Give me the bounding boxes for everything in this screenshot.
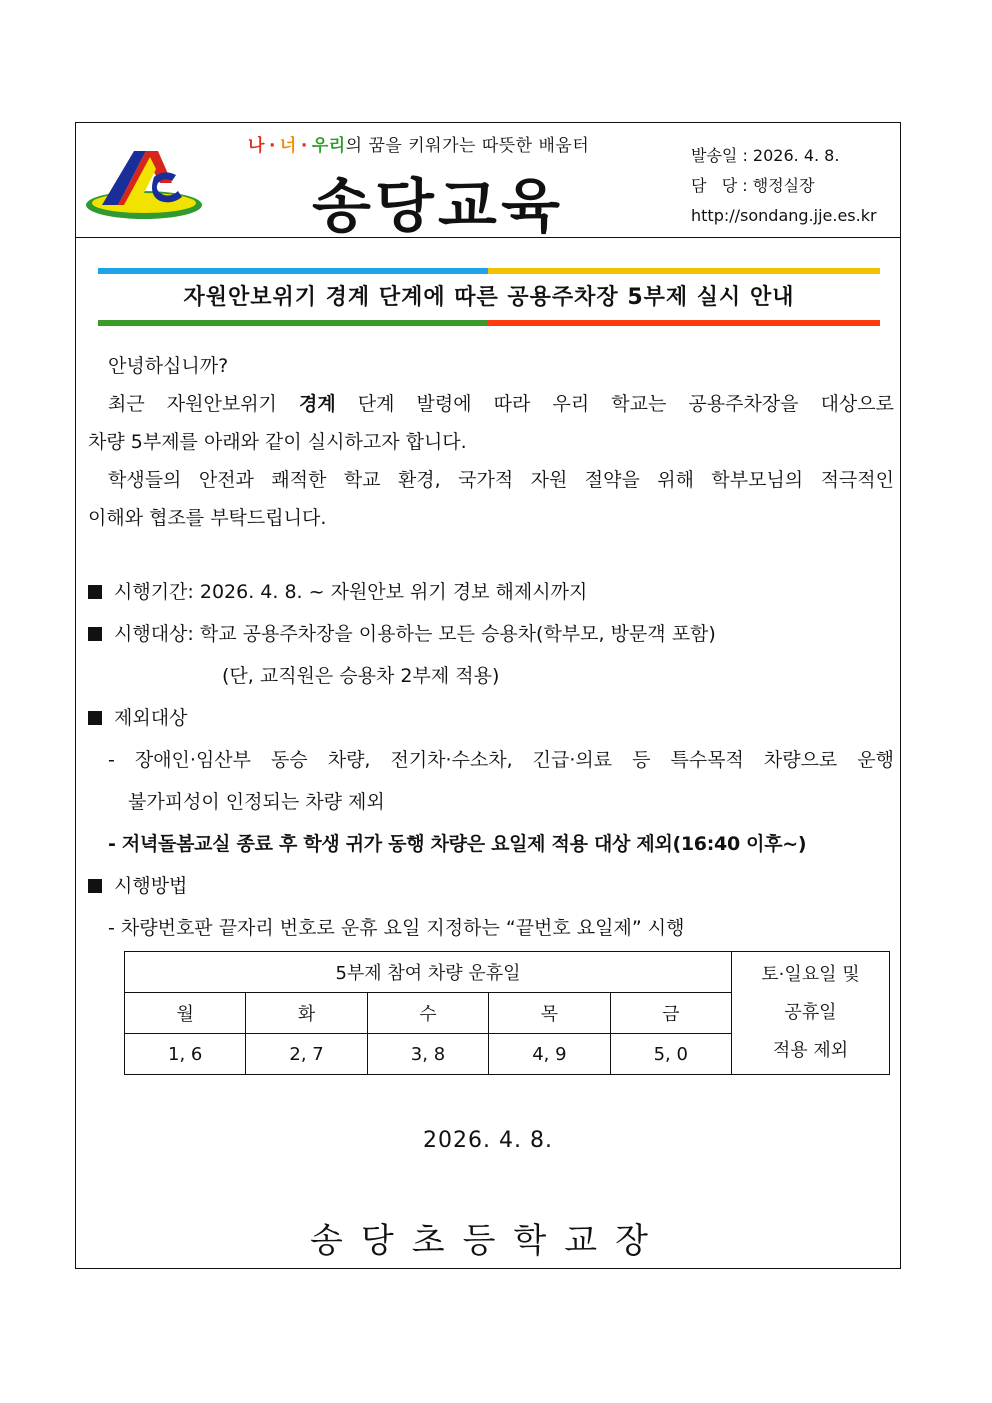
day-cell: 목 [489,993,610,1034]
intro-text-bold: 경계 [298,393,336,415]
school-logo-icon [84,143,204,223]
intro-paragraph-2-line-1: 학생들의 안전과 쾌적한 학교 환경, 국가적 자원 절약을 위해 학부모님의 적극적인 [108,469,894,491]
slogan-name-3: 우리 [311,136,346,156]
intro-paragraph-2-line-2: 이해와 협조를 부탁드립니다. [88,507,327,529]
title-bar-bottom-red [488,320,880,326]
period-value: 2026. 4. 8. ~ 자원안보 위기 경보 해제시까지 [199,581,588,603]
table-header: 5부제 참여 차량 운휴일 [125,952,732,993]
slogan-separator-2: · [300,136,308,156]
day-cell: 수 [367,993,488,1034]
day-cell: 월 [125,993,246,1034]
footer-date: 2026. 4. 8. [423,1128,553,1153]
intro-paragraph-1-line-1 [88,389,894,416]
document-frame [75,122,901,1269]
signature: 송당초등학교장 [310,1221,666,1261]
title-bar-top-blue [98,268,488,274]
title-bar-top-yellow [488,268,880,274]
table-row [125,952,890,993]
digit-cell: 5, 0 [610,1034,731,1075]
rotation-table [124,951,890,1075]
digit-cell: 3, 8 [367,1034,488,1075]
side-note-line-3: 적용 제외 [772,1040,849,1061]
issue-meta [691,141,877,231]
slogan-name-1: 나 [248,136,265,156]
section-exclusion [88,703,187,730]
section-method [88,871,187,898]
masthead: 송당교육 [312,172,565,240]
intro-text-a: 최근 자원안보위기 [108,393,299,415]
method-label: 시행방법 [114,875,188,897]
section-period [88,577,587,604]
side-note-line-1: 토·일요일 및 [761,964,860,985]
target-label: 시행대상: [114,623,200,645]
day-cell: 화 [246,993,367,1034]
slogan-separator-1: · [268,136,276,156]
digit-cell: 1, 6 [125,1034,246,1075]
title-band [98,268,880,328]
slogan-rest: 의 꿈을 키워가는 따뜻한 배움터 [345,136,590,156]
title-bar-bottom-green [98,320,488,326]
period-label: 시행기간: [114,581,200,603]
method-item-1: - 차량번호판 끝자리 번호로 운휴 요일 지정하는 “끝번호 요일제” 시행 [108,917,685,939]
digit-cell: 4, 9 [489,1034,610,1075]
intro-paragraph-1-line-2: 차량 5부제를 아래와 같이 실시하고자 합니다. [88,431,467,453]
bullet-square-icon [88,585,102,599]
exclusion-item-1-line-1: - 장애인·임산부 동승 차량, 전기차·수소차, 긴급·의료 등 특수목적 차량으로 운행 [108,749,894,771]
day-cell: 금 [610,993,731,1034]
issue-manager: 담 당 : 행정실장 [691,176,815,195]
exclusion-item-2: - 저녁돌봄교실 종료 후 학생 귀가 동행 차량은 요일제 적용 대상 제외(16:40 이후~) [108,833,807,855]
bullet-square-icon [88,879,102,893]
slogan [248,131,589,156]
greeting: 안녕하십니까? [108,355,229,377]
slogan-name-2: 너 [279,136,297,156]
page-title: 자원안보위기 경계 단계에 따른 공용주차장 5부제 실시 안내 [183,285,795,310]
issue-date: 발송일 : 2026. 4. 8. [691,146,840,165]
side-note-line-2: 공휴일 [784,1002,837,1023]
section-target [88,619,716,646]
intro-text-b: 단계 발령에 따라 우리 학교는 공용주차장을 대상으로 [335,393,894,415]
header-divider [76,237,900,238]
table-side-note [732,952,890,1075]
digit-cell: 2, 7 [246,1034,367,1075]
target-note: (단, 교직원은 승용차 2부제 적용) [222,665,500,687]
exclusion-item-1-line-2: 불가피성이 인정되는 차량 제외 [128,791,385,813]
target-value: 학교 공용주차장을 이용하는 모든 승용차(학부모, 방문객 포함) [199,623,716,645]
bullet-square-icon [88,711,102,725]
exclusion-label: 제외대상 [114,707,188,729]
bullet-square-icon [88,627,102,641]
school-url[interactable]: http://sondang.jje.es.kr [691,206,877,225]
